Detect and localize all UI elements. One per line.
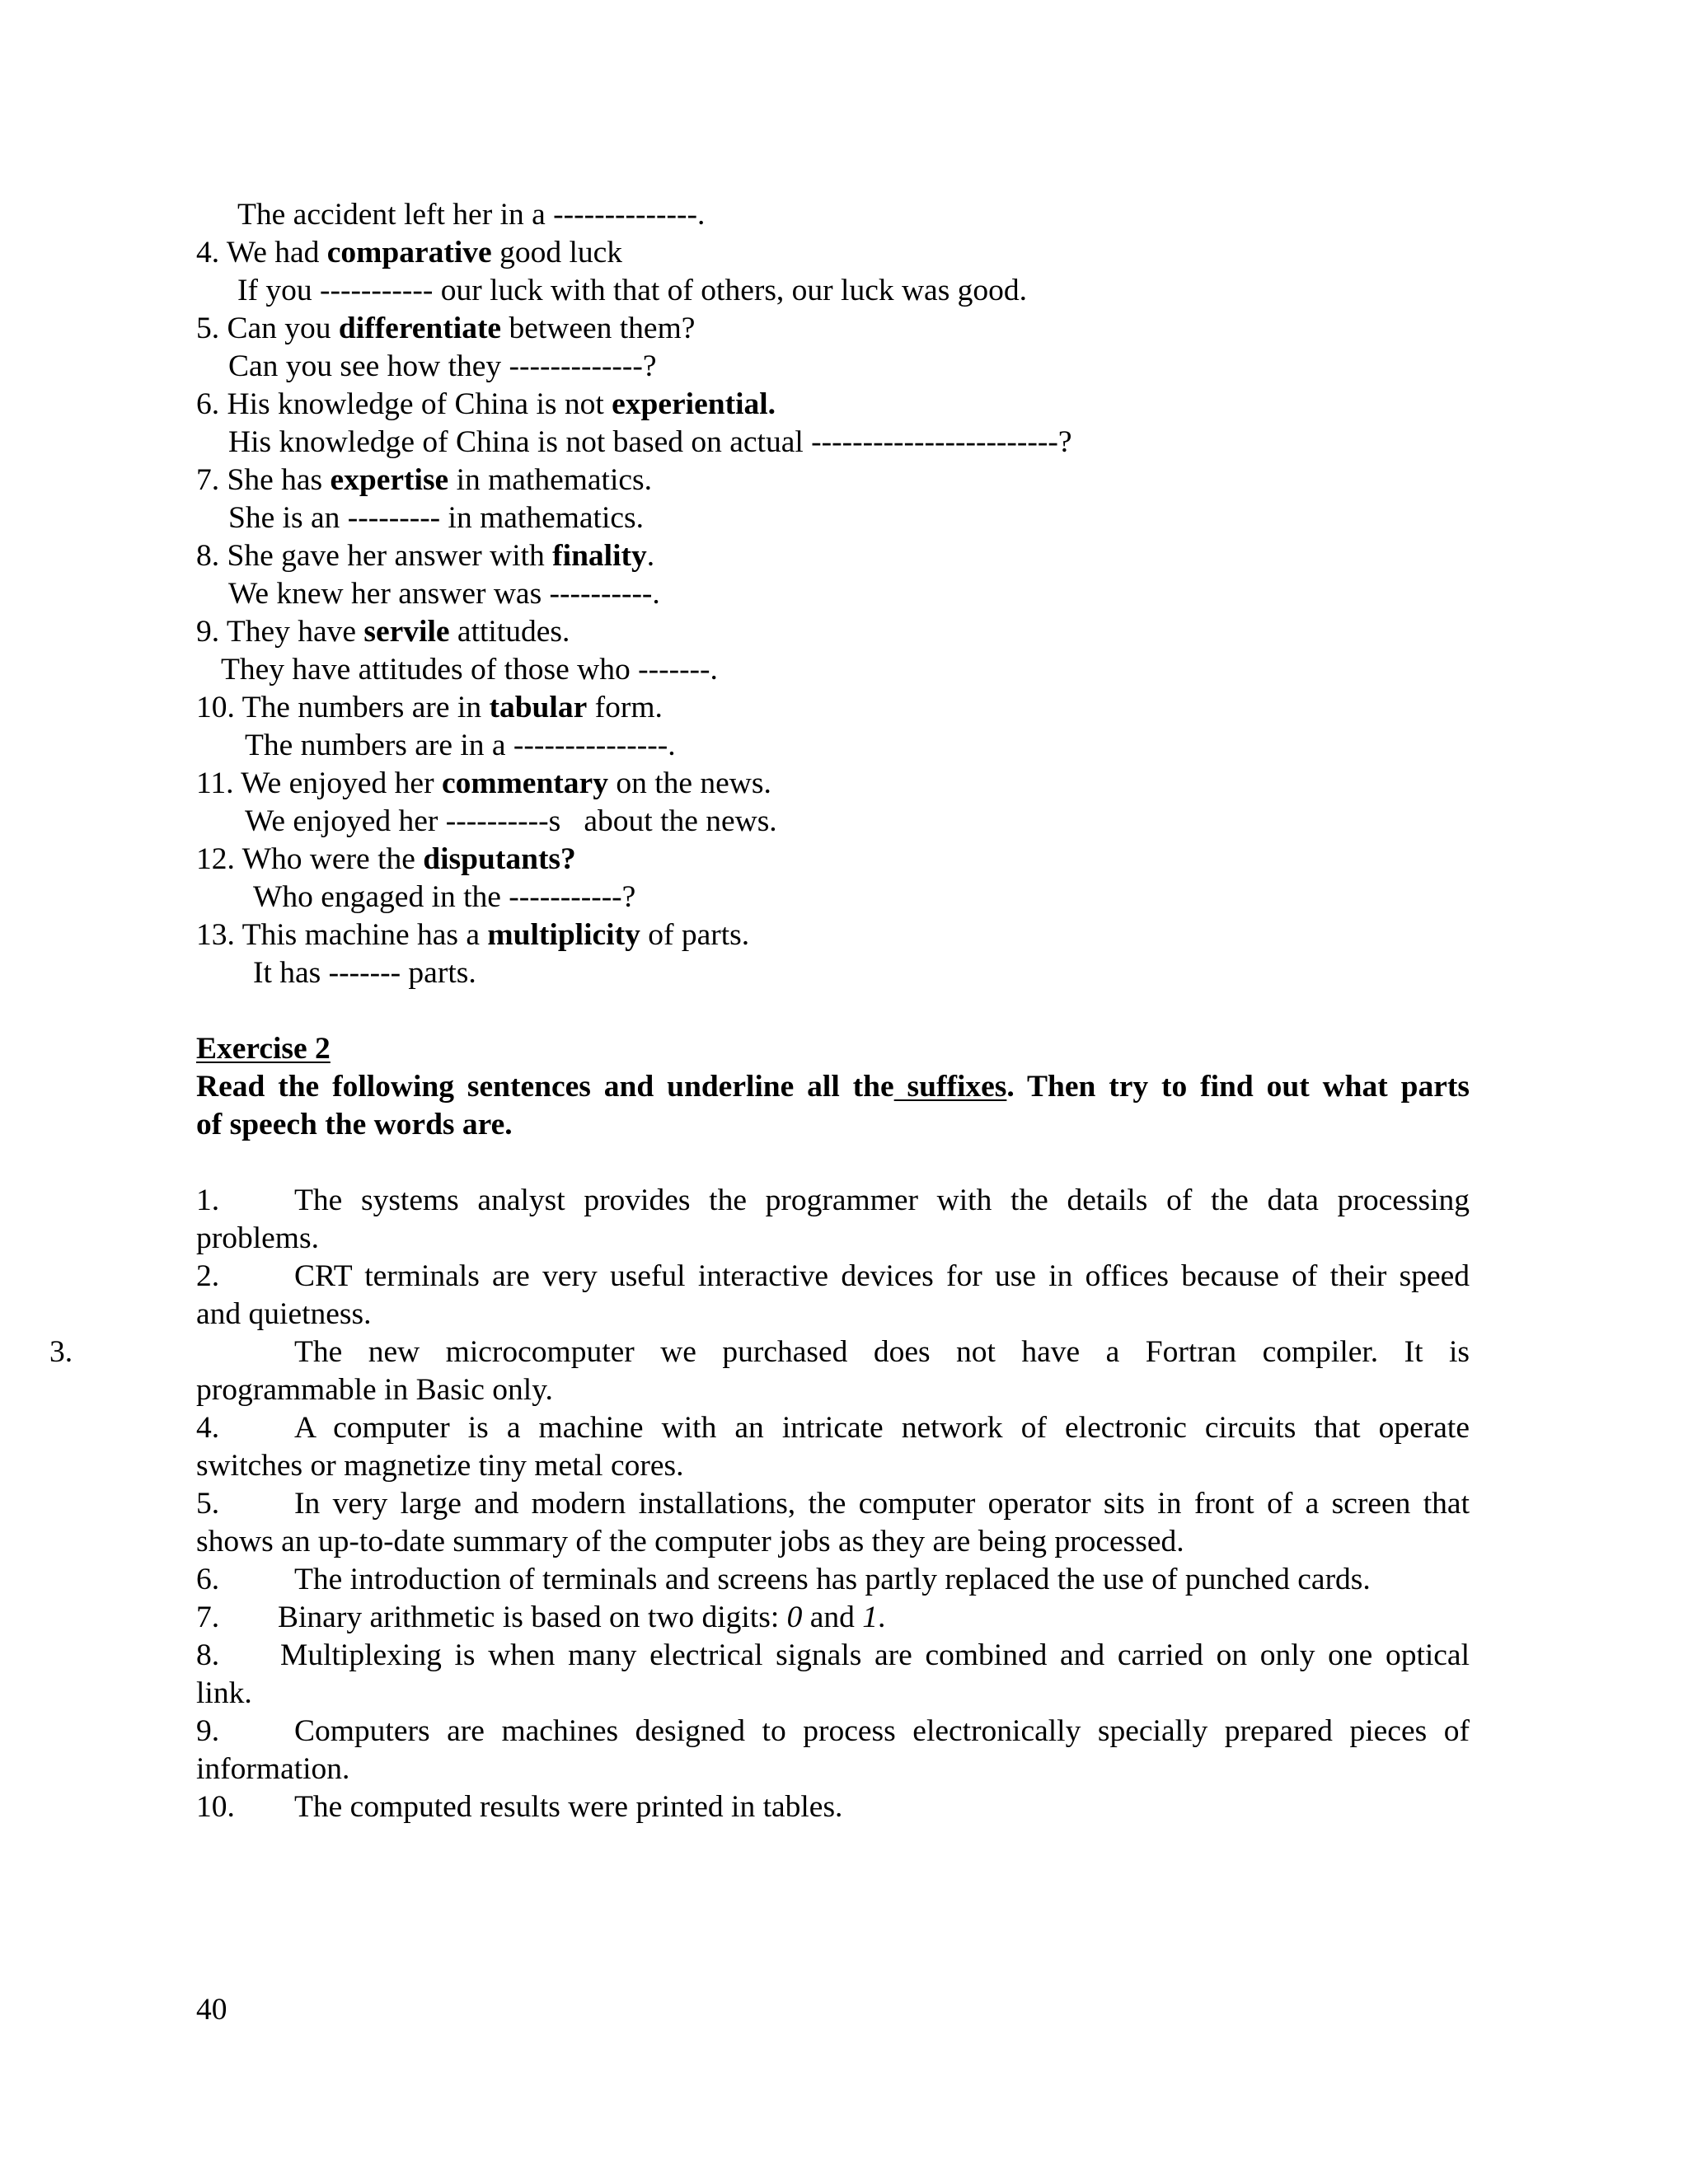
- item-7: 7. She has expertise in mathematics.: [196, 463, 652, 497]
- item-7-rewrite: She is an --------- in mathematics.: [228, 501, 644, 535]
- sentence-number: 8.: [196, 1638, 220, 1672]
- exercise-instructions: Read the following sentences and underline all the suffixes. Then try to find out what parts: [196, 1070, 1470, 1104]
- sentence-number: 5.: [196, 1487, 220, 1521]
- exercise-instructions-line2: of speech the words are.: [196, 1108, 513, 1141]
- sentence-number: 2.: [196, 1259, 220, 1293]
- item-12: 12. Who were the disputants?: [196, 842, 576, 876]
- sentence-number: 1.: [196, 1183, 220, 1217]
- exercise-title: Exercise 2: [196, 1032, 331, 1066]
- item-13: 13. This machine has a multiplicity of parts.: [196, 918, 750, 952]
- sentence-number: 7.: [196, 1601, 220, 1634]
- item-5-rewrite: Can you see how they -------------?: [228, 349, 657, 383]
- sentence-9-cont: information.: [196, 1752, 350, 1786]
- text-line: The accident left her in a --------------.: [237, 198, 706, 232]
- sentence-4-cont: switches or magnetize tiny metal cores.: [196, 1449, 684, 1483]
- sentence-number: 3.: [49, 1335, 73, 1369]
- sentence-1-cont: problems.: [196, 1221, 319, 1255]
- item-4-rewrite: If you ----------- our luck with that of others, our luck was good.: [237, 274, 1028, 307]
- sentence-3-cont: programmable in Basic only.: [196, 1373, 553, 1407]
- sentence-number: 9.: [196, 1714, 220, 1748]
- sentence-number: 6.: [196, 1563, 220, 1596]
- item-4: 4. We had comparative good luck: [196, 236, 623, 269]
- sentence-8-cont: link.: [196, 1676, 252, 1710]
- item-11: 11. We enjoyed her commentary on the news.: [196, 766, 771, 800]
- item-10: 10. The numbers are in tabular form.: [196, 691, 663, 724]
- sentence-4: A computer is a machine with an intricate network of electronic circuits that operate: [294, 1411, 1470, 1445]
- item-5: 5. Can you differentiate between them?: [196, 312, 696, 345]
- sentence-2: CRT terminals are very useful interactive devices for use in offices because of their speed: [294, 1259, 1470, 1293]
- item-8-rewrite: We knew her answer was ----------.: [228, 577, 660, 611]
- sentence-number: 4.: [196, 1411, 220, 1445]
- item-11-rewrite: We enjoyed her ----------s about the news.: [245, 804, 777, 838]
- sentence-8: Multiplexing is when many electrical signals are combined and carried on only one optical: [280, 1638, 1470, 1672]
- item-6: 6. His knowledge of China is not experiential.: [196, 387, 776, 421]
- sentence-2-cont: and quietness.: [196, 1297, 372, 1331]
- item-9: 9. They have servile attitudes.: [196, 615, 570, 649]
- item-12-rewrite: Who engaged in the -----------?: [253, 880, 636, 914]
- sentence-10: The computed results were printed in tables.: [294, 1790, 843, 1824]
- item-8: 8. She gave her answer with finality.: [196, 539, 655, 573]
- page-number: 40: [196, 1993, 227, 2027]
- sentence-number: 10.: [196, 1790, 235, 1824]
- item-9-rewrite: They have attitudes of those who -------.: [221, 653, 718, 687]
- sentence-6: The introduction of terminals and screens has partly replaced the use of punched cards.: [294, 1563, 1371, 1596]
- sentence-5: In very large and modern installations, the computer operator sits in front of a screen that: [294, 1487, 1470, 1521]
- item-6-rewrite: His knowledge of China is not based on actual ------------------------?: [228, 425, 1072, 459]
- sentence-9: Computers are machines designed to process electronically specially prepared pieces of: [294, 1714, 1470, 1748]
- sentence-5-cont: shows an up-to-date summary of the computer jobs as they are being processed.: [196, 1525, 1184, 1558]
- sentence-1: The systems analyst provides the programmer with the details of the data processing: [294, 1183, 1470, 1217]
- item-10-rewrite: The numbers are in a ---------------.: [245, 729, 676, 762]
- item-13-rewrite: It has ------- parts.: [253, 956, 476, 990]
- sentence-3: The new microcomputer we purchased does not have a Fortran compiler. It is: [294, 1335, 1470, 1369]
- sentence-7: Binary arithmetic is based on two digits: 0 and 1.: [278, 1601, 886, 1634]
